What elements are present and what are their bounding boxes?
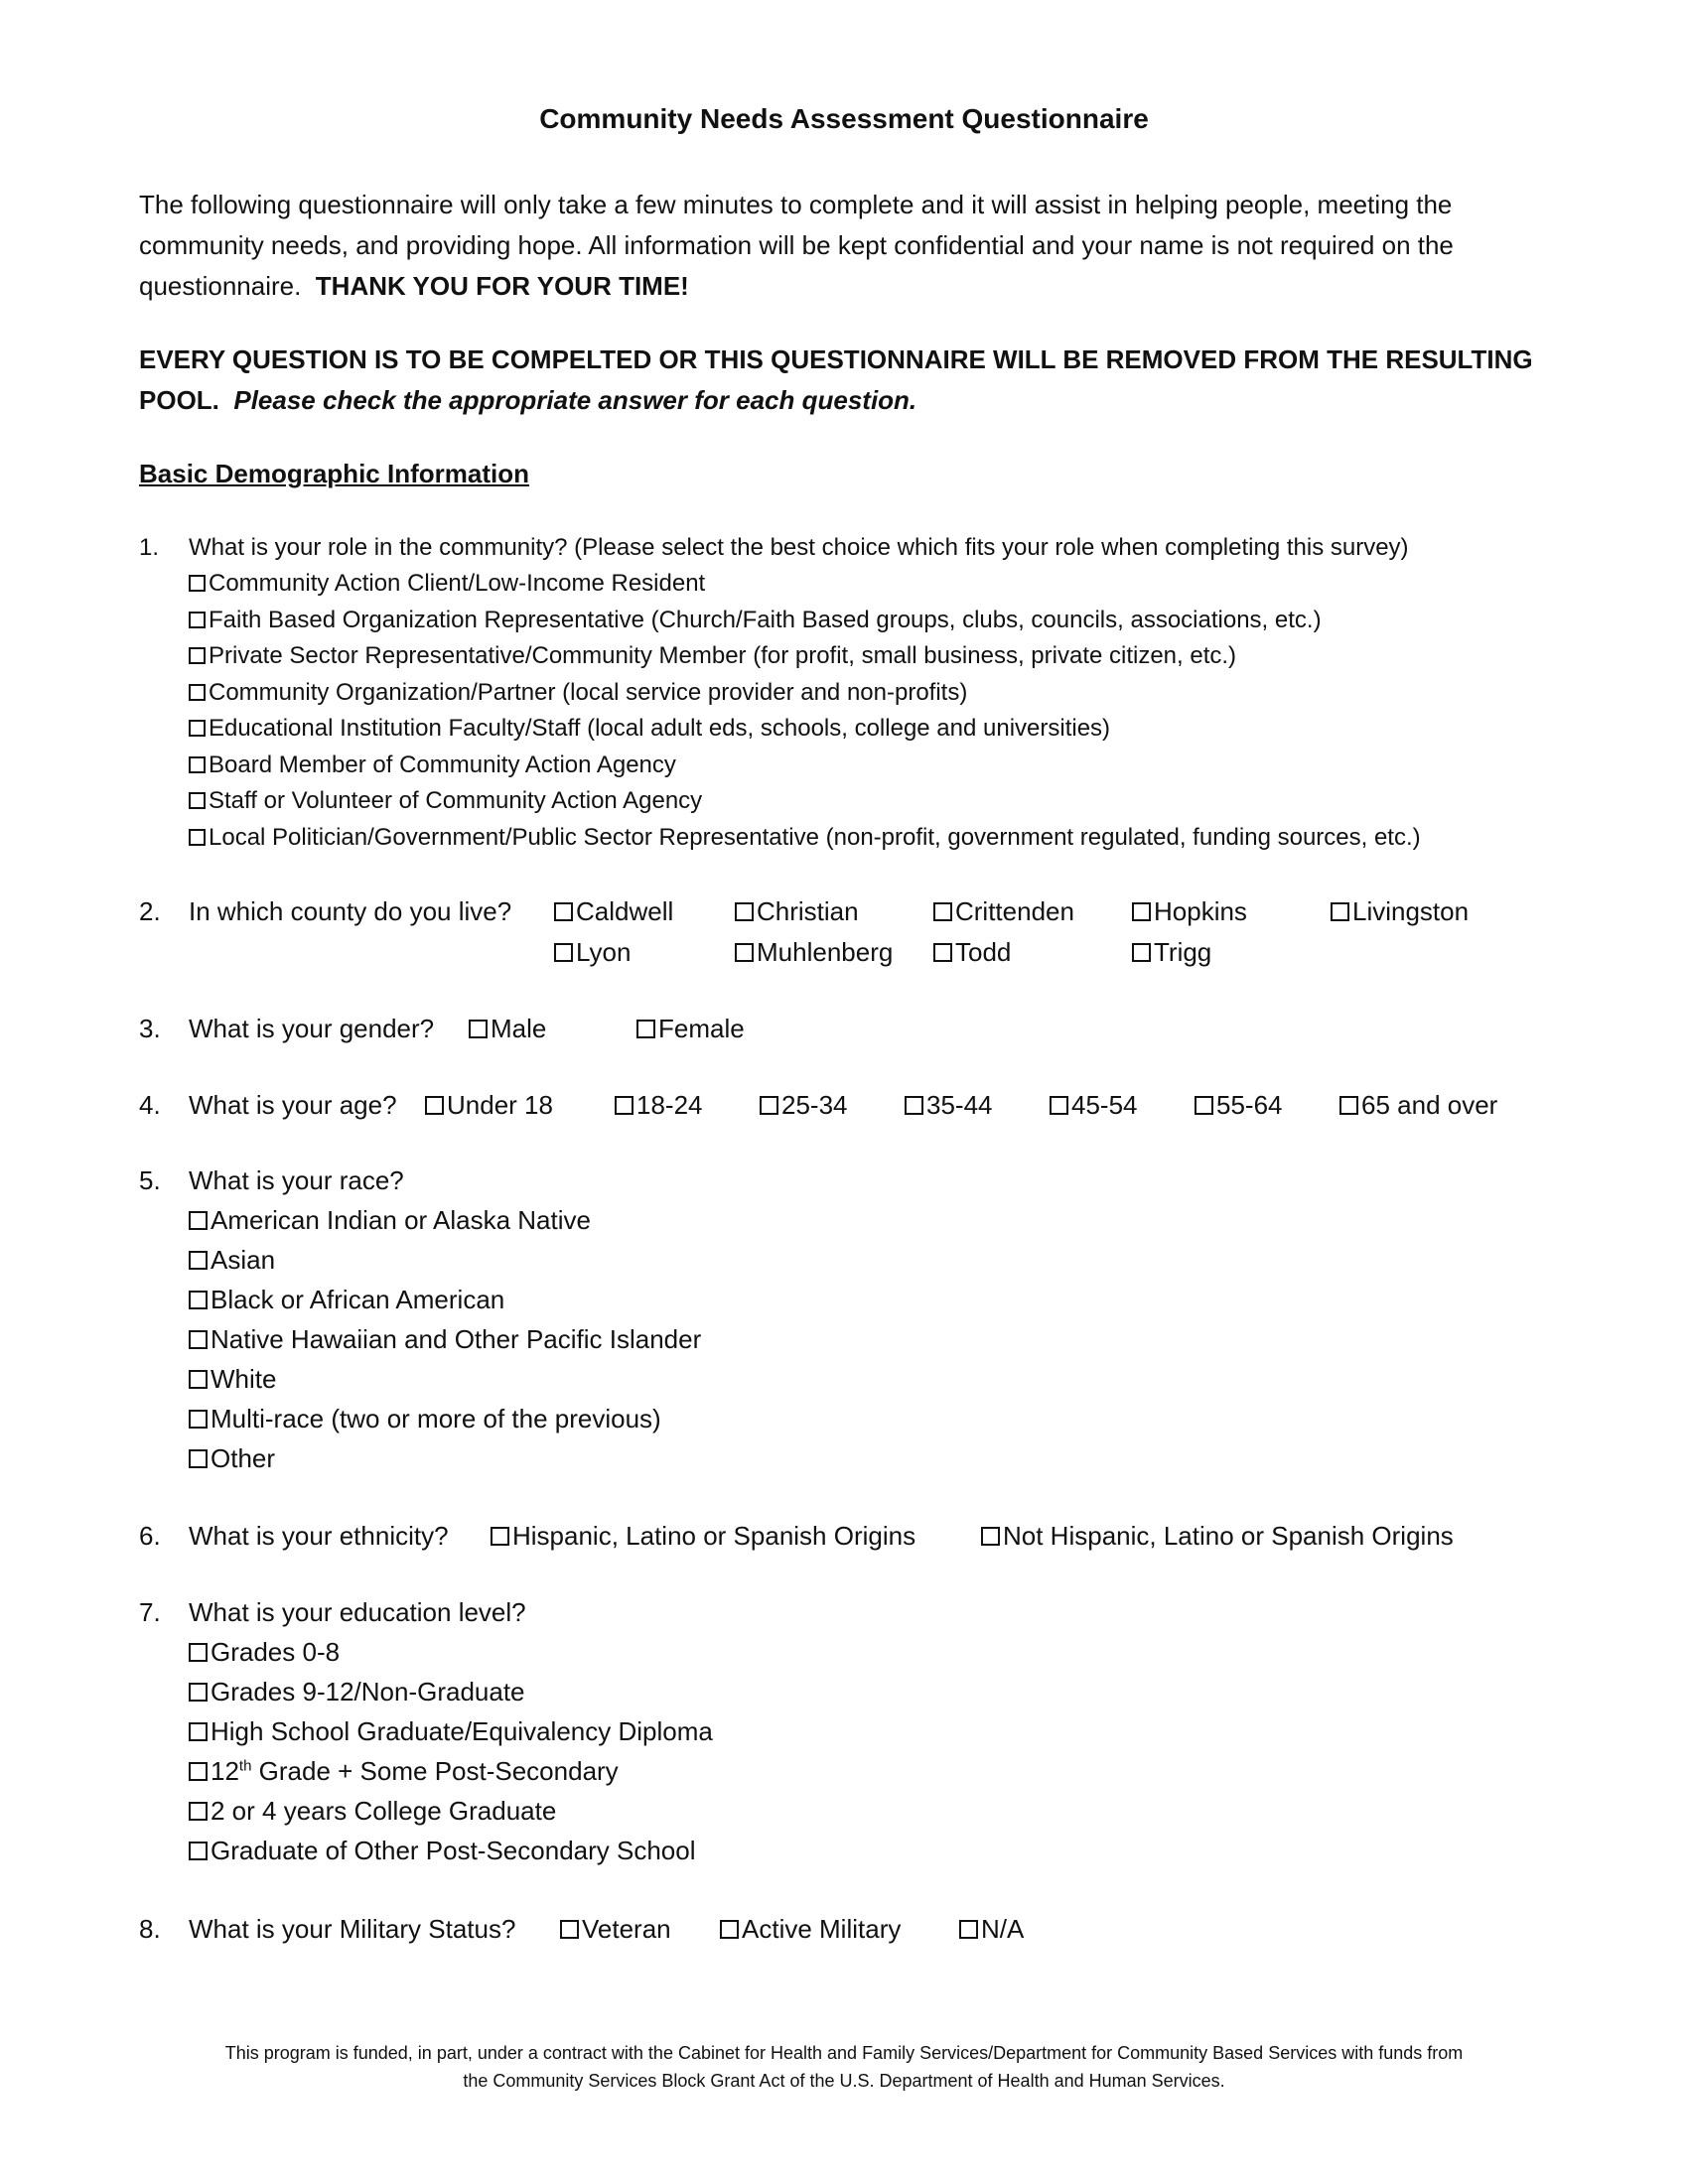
checkbox[interactable] — [189, 575, 206, 592]
age-option[interactable]: 18-24 — [615, 1090, 703, 1121]
checkbox[interactable] — [636, 1020, 655, 1038]
instructions-bold: EVERY QUESTION IS TO BE COMPELTED OR THIS QUESTIONNAIRE WILL BE REMOVED FROM THE RESULTING POOL. — [139, 344, 1533, 415]
county-option[interactable]: Lyon — [554, 937, 631, 968]
county-option[interactable]: Christian — [735, 896, 859, 927]
checkbox[interactable] — [189, 612, 206, 628]
role-option[interactable]: Board Member of Community Action Agency — [189, 751, 676, 779]
footer-line-2: the Community Services Block Grant Act of the U.S. Department of Health and Human Services. — [463, 2071, 1225, 2091]
checkbox[interactable] — [933, 902, 952, 921]
race-option[interactable]: Multi-race (two or more of the previous) — [189, 1404, 661, 1434]
checkbox[interactable] — [189, 1722, 208, 1741]
intro-text: The following questionnaire will only take a few minutes to complete and it will assist in helping people, meeting the community needs, and providing hope. All information will be kept confidential and your name is not required on the questionnaire. — [139, 190, 1454, 301]
question-number: 8. — [139, 1914, 161, 1944]
question-text: What is your role in the community? (Please select the best choice which fits your role when completing this survey) — [189, 534, 1409, 561]
race-option[interactable]: Asian — [189, 1245, 275, 1276]
education-option[interactable]: High School Graduate/Equivalency Diploma — [189, 1716, 713, 1747]
checkbox[interactable] — [1132, 902, 1151, 921]
instructions-italic: Please check the appropriate answer for each question. — [233, 385, 917, 415]
question-text: What is your gender? — [189, 1014, 435, 1043]
checkbox[interactable] — [905, 1096, 923, 1115]
age-option[interactable]: Under 18 — [425, 1090, 553, 1121]
checkbox[interactable] — [615, 1096, 633, 1115]
checkbox[interactable] — [735, 902, 754, 921]
county-option[interactable]: Crittenden — [933, 896, 1074, 927]
education-option[interactable]: Grades 0-8 — [189, 1637, 340, 1668]
checkbox[interactable] — [189, 1211, 208, 1230]
question-number: 7. — [139, 1597, 161, 1627]
section-title: Basic Demographic Information — [139, 459, 529, 488]
question-number: 2. — [139, 896, 161, 926]
checkbox[interactable] — [189, 1251, 208, 1270]
role-option[interactable]: Local Politician/Government/Public Sector Representative (non-profit, government regulated, funding sources, etc.) — [189, 824, 1421, 852]
checkbox[interactable] — [735, 943, 754, 962]
checkbox[interactable] — [189, 829, 206, 846]
military-option[interactable]: Veteran — [560, 1914, 671, 1945]
race-option[interactable]: Black or African American — [189, 1285, 504, 1315]
checkbox[interactable] — [1339, 1096, 1358, 1115]
age-option[interactable]: 65 and over — [1339, 1090, 1497, 1121]
checkbox[interactable] — [1195, 1096, 1213, 1115]
footer-line-1: This program is funded, in part, under a contract with the Cabinet for Health and Family Services/Department for Community Based Services with funds from — [224, 2043, 1464, 2063]
question-number: 4. — [139, 1090, 161, 1120]
military-option[interactable]: Active Military — [720, 1914, 901, 1945]
ethnicity-option[interactable]: Hispanic, Latino or Spanish Origins — [491, 1521, 915, 1552]
race-option[interactable]: Native Hawaiian and Other Pacific Islander — [189, 1324, 701, 1355]
checkbox[interactable] — [189, 1802, 208, 1821]
role-option[interactable]: Private Sector Representative/Community Member (for profit, small business, private citizen, etc.) — [189, 642, 1236, 670]
checkbox[interactable] — [189, 1370, 208, 1389]
race-option[interactable]: White — [189, 1364, 276, 1395]
checkbox[interactable] — [189, 684, 206, 701]
question-text: In which county do you live? — [189, 896, 512, 926]
county-option[interactable]: Caldwell — [554, 896, 673, 927]
ethnicity-option[interactable]: Not Hispanic, Latino or Spanish Origins — [981, 1521, 1454, 1552]
instructions — [139, 340, 1569, 421]
checkbox[interactable] — [720, 1920, 739, 1939]
checkbox[interactable] — [189, 1683, 208, 1702]
county-option[interactable]: Todd — [933, 937, 1011, 968]
role-option[interactable]: Faith Based Organization Representative (Church/Faith Based groups, clubs, councils, associations, etc.) — [189, 607, 1322, 634]
checkbox[interactable] — [189, 1291, 208, 1309]
race-option[interactable]: Other — [189, 1443, 275, 1474]
county-option[interactable]: Livingston — [1331, 896, 1469, 927]
county-option[interactable]: Muhlenberg — [735, 937, 893, 968]
education-option[interactable]: 2 or 4 years College Graduate — [189, 1796, 556, 1827]
military-option[interactable]: N/A — [959, 1914, 1024, 1945]
age-option[interactable]: 25-34 — [760, 1090, 848, 1121]
checkbox[interactable] — [959, 1920, 978, 1939]
checkbox[interactable] — [1050, 1096, 1068, 1115]
footer-note — [0, 2039, 1688, 2095]
checkbox[interactable] — [560, 1920, 579, 1939]
age-option[interactable]: 35-44 — [905, 1090, 993, 1121]
checkbox[interactable] — [189, 1410, 208, 1429]
race-option[interactable]: American Indian or Alaska Native — [189, 1205, 591, 1236]
intro-thanks: THANK YOU FOR YOUR TIME! — [315, 271, 689, 301]
question-text: What is your ethnicity? — [189, 1521, 449, 1551]
county-option[interactable]: Hopkins — [1132, 896, 1247, 927]
checkbox[interactable] — [554, 943, 573, 962]
role-option[interactable]: Community Organization/Partner (local service provider and non-profits) — [189, 679, 967, 707]
role-option[interactable]: Staff or Volunteer of Community Action Agency — [189, 787, 702, 815]
intro-paragraph — [139, 185, 1569, 307]
question-text: What is your education level? — [189, 1597, 526, 1627]
education-option[interactable]: Grades 9-12/Non-Graduate — [189, 1677, 525, 1707]
checkbox[interactable] — [491, 1527, 509, 1546]
role-option[interactable]: Educational Institution Faculty/Staff (local adult eds, schools, college and universities) — [189, 715, 1110, 743]
checkbox[interactable] — [1331, 902, 1349, 921]
education-option[interactable]: Graduate of Other Post-Secondary School — [189, 1836, 696, 1866]
age-option[interactable]: 45-54 — [1050, 1090, 1138, 1121]
checkbox[interactable] — [981, 1527, 1000, 1546]
checkbox[interactable] — [554, 902, 573, 921]
page-title: Community Needs Assessment Questionnaire — [539, 103, 1149, 134]
checkbox[interactable] — [189, 756, 206, 773]
checkbox[interactable] — [189, 720, 206, 737]
role-option[interactable]: Community Action Client/Low-Income Resident — [189, 570, 705, 598]
checkbox[interactable] — [469, 1020, 488, 1038]
checkbox[interactable] — [189, 792, 206, 809]
question-number: 6. — [139, 1521, 161, 1551]
checkbox[interactable] — [189, 1330, 208, 1349]
question-text: What is your age? — [189, 1090, 397, 1120]
checkbox[interactable] — [189, 1842, 208, 1860]
education-option[interactable]: 12th Grade + Some Post-Secondary — [189, 1756, 619, 1787]
checkbox[interactable] — [760, 1096, 778, 1115]
checkbox[interactable] — [189, 1643, 208, 1662]
question-number: 5. — [139, 1165, 161, 1195]
gender-option[interactable]: Male — [469, 1014, 546, 1044]
checkbox[interactable] — [933, 943, 952, 962]
county-option[interactable]: Trigg — [1132, 937, 1211, 968]
checkbox[interactable] — [189, 647, 206, 664]
age-option[interactable]: 55-64 — [1195, 1090, 1283, 1121]
question-text: What is your Military Status? — [189, 1914, 516, 1944]
question-number: 3. — [139, 1014, 161, 1043]
checkbox[interactable] — [425, 1096, 444, 1115]
checkbox[interactable] — [189, 1449, 208, 1468]
question-text: What is your race? — [189, 1165, 404, 1195]
checkbox[interactable] — [189, 1762, 208, 1781]
gender-option[interactable]: Female — [636, 1014, 745, 1044]
checkbox[interactable] — [1132, 943, 1151, 962]
question-number: 1. — [139, 534, 160, 561]
